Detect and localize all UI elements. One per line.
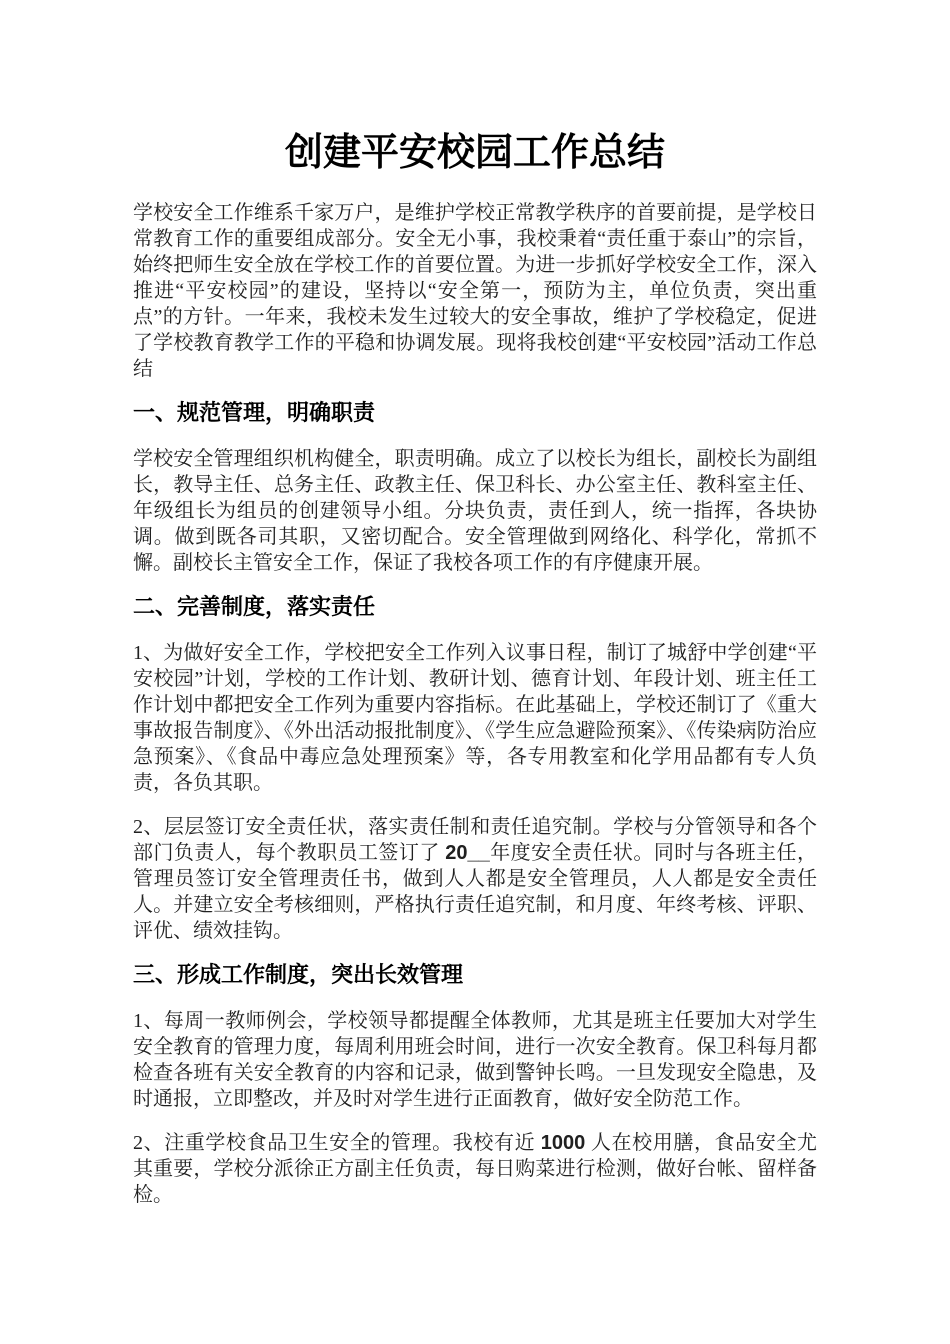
section-2-paragraph-1: 1、为做好安全工作，学校把安全工作列入议事日程，制订了城舒中学创建“平安校园”计划，学校的工作计划、教研计划、德育计划、年段计划、班主任工作计划中都把安全工作列为重要内容指标。在此基础上，学校还制订了《重大事故报告制度》、《外出活动报批制度》、《学生应急避险预案》、《传染病防治应急预案》、《食品中毒应急处理预案》等，各专用教室和化学用品都有专人负责，各负其职。 (133, 642, 817, 794)
year-placeholder-number: 20__ (445, 842, 490, 864)
section-3-paragraph-2 (133, 1130, 817, 1208)
headcount-number: 1000 (540, 1132, 586, 1154)
section-1-heading: 一、规范管理，明确职责 (133, 400, 376, 425)
paragraph-text: 年度安全责任状。同时与各班主任，管理员签订安全管理责任书，做到人人都是安全管理员，人人都是安全责任人。并建立安全考核细则，严格执行责任追究制，和月度、年终考核、评职、评优、绩效挂钩。 (133, 842, 817, 942)
document-title: 创建平安校园工作总结 (284, 132, 665, 174)
section-3-heading: 三、形成工作制度，突出长效管理 (133, 962, 464, 987)
paragraph-text: 人在校用膳，食品安全尤其重要，学校分派徐正方副主任负责，每日购菜进行检测，做好台帐、留样备检。 (133, 1132, 817, 1206)
intro-paragraph: 学校安全工作维系千家万户，是维护学校正常教学秩序的首要前提，是学校日常教育工作的重要组成部分。安全无小事，我校秉着“责任重于泰山”的宗旨，始终把师生安全放在学校工作的首要位置。为进一步抓好学校安全工作，深入推进“平安校园”的建设，坚持以“安全第一，预防为主，单位负责，突出重点”的方针。一年来，我校未发生过较大的安全事故，维护了学校稳定，促进了学校教育教学工作的平稳和协调发展。现将我校创建“平安校园”活动工作总结 (133, 202, 817, 380)
section-2-paragraph-2 (133, 814, 817, 944)
section-2-heading: 二、完善制度，落实责任 (133, 594, 376, 619)
paragraph-text: 2、注重学校食品卫生安全的管理。我校有近 (133, 1132, 541, 1154)
paragraph-text: 2、层层签订安全责任状，落实责任制和责任追究制。学校与分管领导和各个部门负责人，每个教职员工签订了 (133, 816, 817, 864)
section-1-paragraph-1: 学校安全管理组织机构健全，职责明确。成立了以校长为组长，副校长为副组长，教导主任、总务主任、政教主任、保卫科长、办公室主任、教科室主任、年级组长为组员的创建领导小组。分块负责，责任到人，统一指挥，各块协调。做到既各司其职，又密切配合。安全管理做到网络化、科学化，常抓不懈。副校长主管安全工作，保证了我校各项工作的有序健康开展。 (133, 448, 817, 574)
section-3-paragraph-1: 1、每周一教师例会，学校领导都提醒全体教师，尤其是班主任要加大对学生安全教育的管理力度，每周利用班会时间，进行一次安全教育。保卫科每月都检查各班有关安全教育的内容和记录，做到警钟长鸣。一旦发现安全隐患，及时通报，立即整改，并及时对学生进行正面教育，做好安全防范工作。 (133, 1010, 817, 1110)
